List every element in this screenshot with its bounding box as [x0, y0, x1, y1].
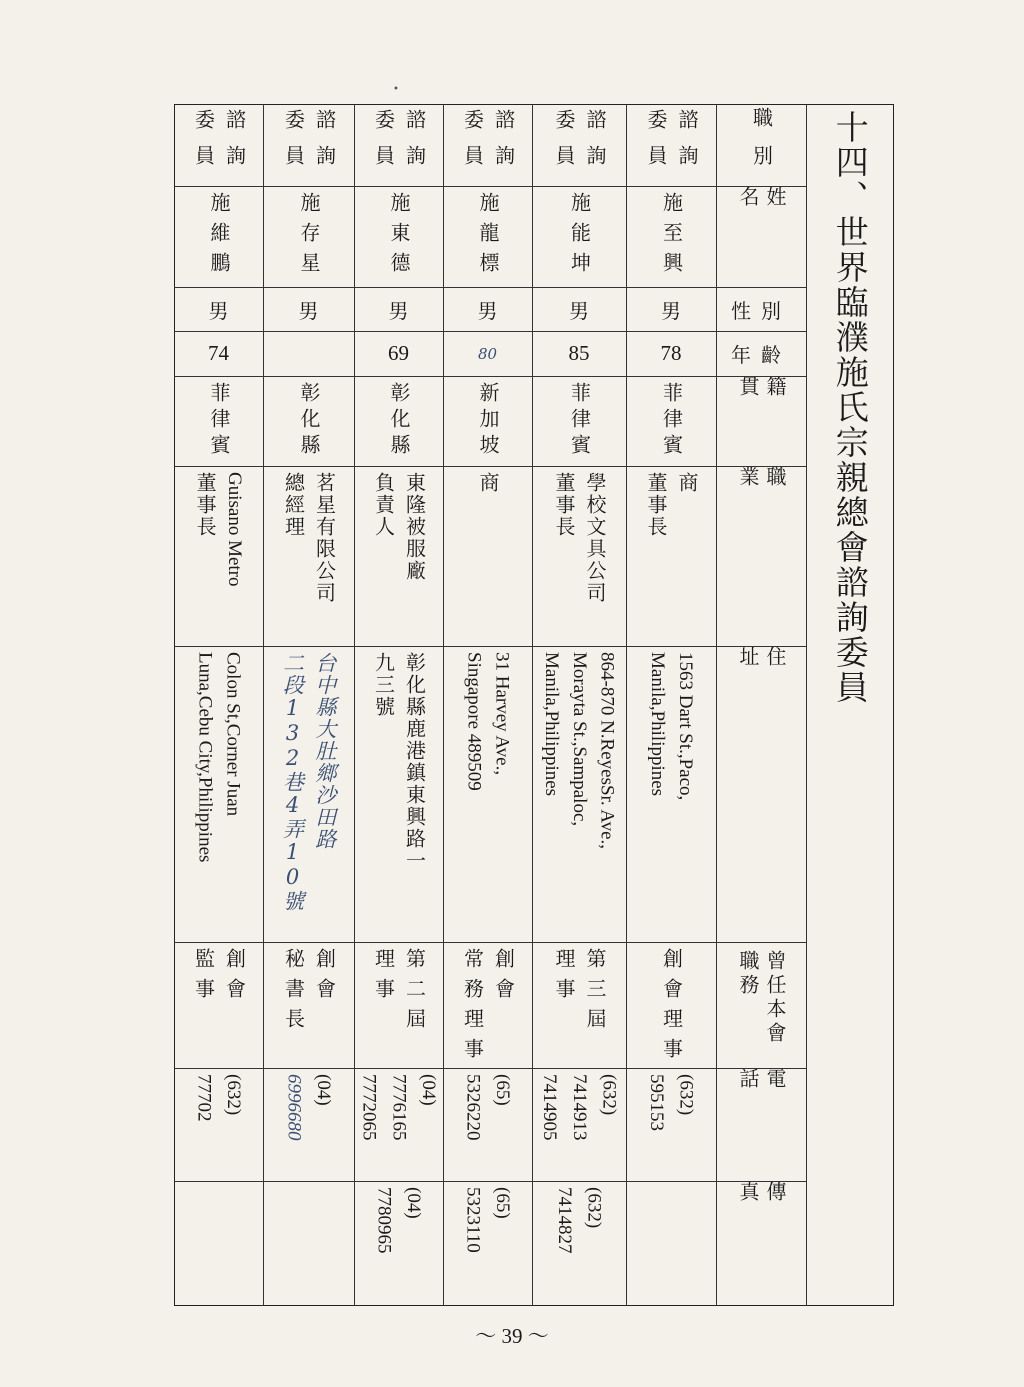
- member-origin: [532, 376, 626, 466]
- member-gender: [263, 287, 354, 331]
- member-fax: [532, 1181, 626, 1306]
- member-origin: [626, 376, 716, 466]
- cell-text: 九三號: [371, 652, 396, 718]
- cell-text: 7414905: [539, 1074, 561, 1141]
- cell-text: 31 Harvey Ave.,: [491, 652, 513, 776]
- cell-text: 7780965: [373, 1187, 395, 1254]
- cell-text: 秘書長: [281, 948, 306, 1038]
- member-fax: [263, 1181, 354, 1306]
- header-address: 住址: [736, 646, 787, 906]
- cell-text: 施龍標: [476, 191, 500, 282]
- member-former-role: [443, 942, 532, 1068]
- member-fax: [443, 1181, 532, 1306]
- member-address: [174, 646, 263, 942]
- cell-text: 理事: [552, 948, 576, 1008]
- member-occupation: [443, 466, 532, 646]
- member-name: [263, 186, 354, 287]
- member-address: [626, 646, 716, 942]
- member-name: [626, 186, 716, 287]
- cell-text: 男: [208, 298, 229, 323]
- cell-text: 委員: [281, 109, 306, 181]
- member-gender: [354, 287, 443, 331]
- member-age: [532, 331, 626, 376]
- cell-text: 委員: [460, 109, 485, 181]
- member-position: [263, 104, 354, 186]
- cell-text: 學校文具公司: [583, 472, 607, 604]
- cell-text: 諮詢: [402, 109, 427, 181]
- cell-text: (04): [417, 1074, 439, 1106]
- cell-text: 委員: [552, 109, 576, 181]
- cell-text: 7414827: [554, 1187, 575, 1254]
- cell-text: 595153: [646, 1074, 667, 1131]
- member-origin: [443, 376, 532, 466]
- cell-text: 施維鵬: [207, 191, 231, 282]
- cell-text: 負責人: [371, 472, 396, 538]
- member-fax: [626, 1181, 716, 1306]
- member-origin: [174, 376, 263, 466]
- cell-text: Colon St,Corner Juan: [222, 652, 244, 817]
- cell-text: (04): [403, 1187, 425, 1219]
- member-fax: [354, 1181, 443, 1306]
- cell-text: 委員: [371, 109, 396, 181]
- member-gender: [443, 287, 532, 331]
- cell-text: 第二屆: [402, 948, 427, 1038]
- header-former-role: 曾任本會職務: [736, 950, 787, 1046]
- member-occupation: [263, 466, 354, 646]
- member-age: [626, 331, 716, 376]
- column-divider: [806, 104, 807, 1306]
- member-occupation: [626, 466, 716, 646]
- page-title: 十四、世界臨濮施氏宗親總會諮詢委員: [830, 110, 870, 705]
- cell-text: 創會: [312, 948, 337, 1008]
- cell-text: Singapore 489509: [463, 652, 485, 791]
- cell-text: 茗星有限公司: [312, 472, 337, 604]
- member-former-role: [174, 942, 263, 1068]
- cell-text: 董事長: [644, 472, 668, 538]
- member-gender: [174, 287, 263, 331]
- cell-text: 男: [298, 298, 319, 323]
- member-age: [263, 331, 354, 376]
- cell-text: 864-870 N.ReyesSr. Ave.,: [596, 652, 618, 850]
- header-occupation: 職業: [736, 466, 787, 608]
- cell-text: (65): [492, 1187, 514, 1219]
- cell-text: 菲律賓: [567, 382, 592, 460]
- cell-text: 諮詢: [675, 109, 699, 181]
- member-address: [532, 646, 626, 942]
- cell-text: 80: [477, 344, 498, 363]
- cell-text: 施能坤: [567, 191, 592, 282]
- member-address: [443, 646, 532, 942]
- cell-text: 東隆被服廠: [402, 472, 427, 582]
- member-phone: [174, 1068, 263, 1181]
- cell-text: 施至興: [659, 191, 684, 282]
- scan-speck: •: [393, 84, 399, 95]
- cell-text: 商: [476, 472, 500, 494]
- cell-text: (632): [223, 1074, 245, 1116]
- member-name: [174, 186, 263, 287]
- header-origin: 籍貫: [736, 376, 787, 430]
- cell-text: Manila,Philippines: [541, 652, 563, 797]
- cell-text: 男: [569, 298, 589, 323]
- header-name: 姓名: [736, 186, 787, 242]
- header-position: 職別: [749, 107, 774, 183]
- member-occupation: [354, 466, 443, 646]
- member-gender: [532, 287, 626, 331]
- cell-text: 商: [675, 472, 699, 494]
- member-fax: [174, 1181, 263, 1306]
- member-position: [532, 104, 626, 186]
- member-age: [354, 331, 443, 376]
- cell-text: 7772065: [358, 1074, 380, 1141]
- cell-text: (632): [675, 1074, 697, 1116]
- cell-text: 5326220: [462, 1074, 484, 1141]
- member-phone: [263, 1068, 354, 1181]
- title-cell: [808, 110, 892, 770]
- cell-text: Luna,Cebu City,Philippines: [194, 652, 216, 863]
- cell-text: Morayta St.,Sampaloc,: [568, 652, 590, 827]
- header-fax: 傳真: [736, 1181, 787, 1271]
- member-position: [174, 104, 263, 186]
- page-number: ～ 39 ～: [475, 1324, 549, 1348]
- cell-text: 78: [660, 341, 682, 365]
- cell-text: 諮詢: [222, 109, 247, 181]
- cell-text: 菲律賓: [207, 382, 231, 460]
- cell-text: (04): [313, 1074, 335, 1106]
- cell-text: 7776165: [388, 1074, 410, 1141]
- cell-text: 董事長: [552, 472, 576, 538]
- cell-text: Guisano Metro: [223, 472, 245, 587]
- member-name: [532, 186, 626, 287]
- member-phone: [626, 1068, 716, 1181]
- cell-text: 77702: [193, 1074, 215, 1122]
- cell-text: 創會: [222, 948, 247, 1008]
- member-address: [263, 646, 354, 942]
- member-former-role: [626, 942, 716, 1068]
- cell-text: 85: [568, 341, 590, 365]
- member-former-role: [532, 942, 626, 1068]
- cell-text: 理事: [371, 948, 396, 1008]
- member-former-role: [354, 942, 443, 1068]
- cell-text: 常務理事: [460, 948, 485, 1068]
- cell-text: 董事長: [193, 472, 218, 538]
- cell-text: 創會理事: [659, 948, 684, 1068]
- cell-text: 施東德: [387, 191, 411, 282]
- cell-text: 諮詢: [583, 109, 607, 181]
- cell-text: 監事: [191, 948, 216, 1008]
- cell-text: 諮詢: [491, 109, 516, 181]
- member-age: [443, 331, 532, 376]
- cell-text: 新加坡: [476, 382, 500, 460]
- header-phone: 電話: [736, 1068, 787, 1148]
- cell-text: 男: [388, 298, 409, 323]
- member-position: [626, 104, 716, 186]
- cell-text: 7414913: [568, 1074, 590, 1141]
- member-position: [354, 104, 443, 186]
- cell-text: 二段132巷4弄10號: [280, 652, 305, 912]
- cell-text: 創會: [491, 948, 516, 1008]
- cell-text: 總經理: [281, 472, 306, 538]
- member-origin: [263, 376, 354, 466]
- member-former-role: [263, 942, 354, 1068]
- member-age: [174, 331, 263, 376]
- cell-text: (632): [583, 1187, 605, 1229]
- cell-text: 台中縣大肚鄉沙田路: [312, 652, 337, 850]
- cell-text: 菲律賓: [659, 382, 684, 460]
- member-origin: [354, 376, 443, 466]
- cell-text: Manila,Philippines: [647, 652, 668, 797]
- cell-text: 彰化縣鹿港鎮東興路一: [402, 652, 427, 872]
- cell-text: 諮詢: [312, 109, 337, 181]
- member-phone: [354, 1068, 443, 1181]
- header-age: 年齡: [731, 343, 791, 367]
- header-gender: 性別: [731, 298, 791, 323]
- cell-text: 5323110: [462, 1187, 484, 1253]
- member-occupation: [532, 466, 626, 646]
- member-phone: [443, 1068, 532, 1181]
- member-name: [354, 186, 443, 287]
- member-phone: [532, 1068, 626, 1181]
- member-occupation: [174, 466, 263, 646]
- cell-text: 委員: [644, 109, 668, 181]
- member-name: [443, 186, 532, 287]
- cell-text: 男: [477, 298, 498, 323]
- cell-text: 6996680: [283, 1074, 305, 1141]
- member-gender: [626, 287, 716, 331]
- cell-text: 施存星: [297, 191, 321, 282]
- cell-text: (65): [492, 1074, 514, 1106]
- cell-text: 69: [388, 341, 409, 365]
- member-position: [443, 104, 532, 186]
- cell-text: 74: [208, 341, 229, 365]
- cell-text: (632): [598, 1074, 620, 1116]
- cell-text: 彰化縣: [297, 382, 321, 460]
- cell-text: 彰化縣: [387, 382, 411, 460]
- cell-text: 1563 Dart St.,Paco,: [674, 652, 696, 801]
- member-address: [354, 646, 443, 942]
- cell-text: 男: [661, 298, 681, 323]
- cell-text: 第三屆: [583, 948, 607, 1038]
- cell-text: 委員: [191, 109, 216, 181]
